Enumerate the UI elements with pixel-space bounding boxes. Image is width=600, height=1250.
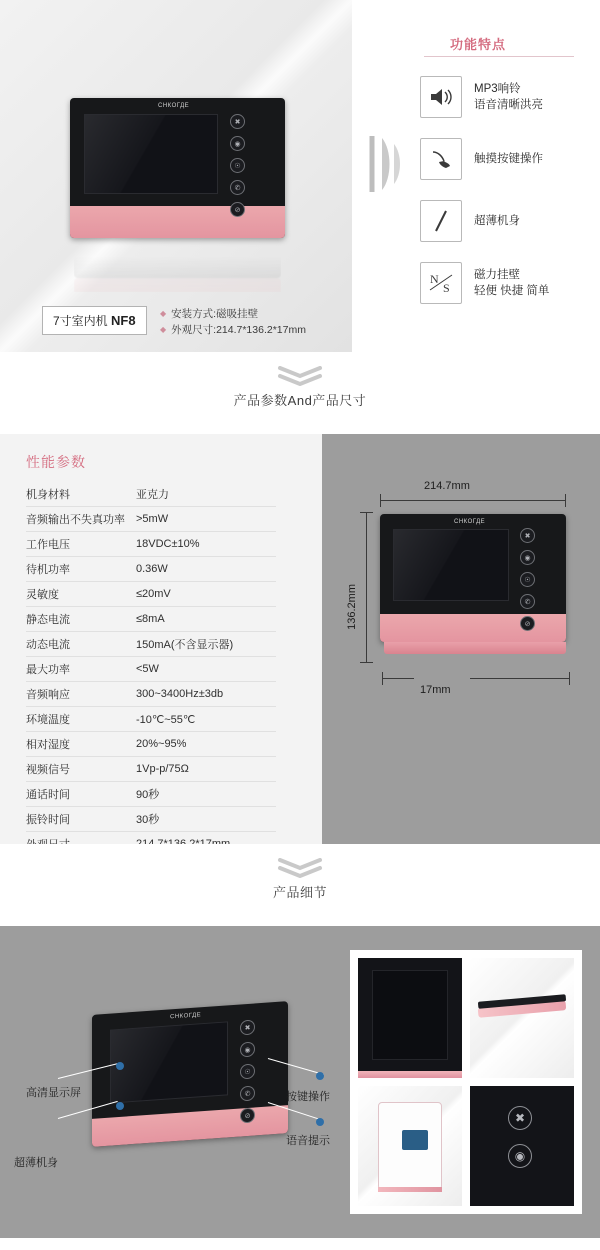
- device-logo: СНКОГДЕ: [170, 1012, 202, 1021]
- device-reflection: [74, 240, 281, 292]
- table-row: [26, 657, 276, 682]
- photo-mute-icon: ✖: [508, 1106, 532, 1130]
- feature-item-magnet: [420, 252, 600, 314]
- spec-heading: 性能参数: [26, 454, 86, 470]
- table-row: [26, 682, 276, 707]
- device-bottom-bezel: [380, 614, 566, 642]
- button-unlock-icon: ☉: [520, 572, 535, 587]
- table-row: [26, 707, 276, 732]
- button-monitor-icon: ◉: [240, 1041, 255, 1057]
- callout-label-voice: 语音提示: [286, 1135, 330, 1147]
- svg-text:N: N: [430, 272, 439, 286]
- table-row: [26, 807, 276, 832]
- photo-monitor-icon: ◉: [508, 1144, 532, 1168]
- chevron-down-icon: [276, 366, 324, 386]
- photo-terminal-block: [402, 1130, 428, 1150]
- feature-title: 功能特点: [450, 37, 507, 52]
- table-row: [26, 632, 276, 657]
- feature-list: [420, 66, 600, 314]
- divider-caption-params: 产品参数And产品尺寸: [233, 393, 367, 408]
- dimension-device: [380, 514, 566, 642]
- device-button-column: [520, 528, 535, 638]
- divider-params: [0, 352, 600, 434]
- spec-key: 动态电流: [26, 632, 130, 657]
- dimension-depth-tick-right: [569, 672, 570, 685]
- feature-title-underline: [424, 56, 574, 57]
- feature-text-magnet: [474, 267, 549, 299]
- button-talk-icon: ✆: [240, 1085, 255, 1101]
- device-logo: СНКОГДЕ: [454, 519, 486, 525]
- feature-text-slim: [474, 213, 520, 229]
- product-device-front: [70, 98, 285, 238]
- button-power-icon: ⊘: [240, 1107, 255, 1123]
- device-screen: [84, 114, 218, 194]
- device-screen: [393, 529, 509, 601]
- spec-key: 视频信号: [26, 757, 130, 782]
- callout-dot-screen: [116, 1062, 124, 1070]
- reflection-bezel: [74, 278, 281, 292]
- spec-value: 150mA(不含显示器): [130, 632, 276, 657]
- feature-item-mp3: [420, 66, 600, 128]
- detail-device: [92, 1001, 288, 1147]
- detail-photo-grid: [350, 950, 582, 1214]
- spec-key: 环境温度: [26, 707, 130, 732]
- feature-line-1: 超薄机身: [474, 215, 520, 227]
- table-row: [26, 582, 276, 607]
- feature-line-2: 轻便 快捷 简单: [474, 285, 550, 297]
- dimension-height-tick-bottom: [360, 662, 373, 663]
- photo-back-pink-edge: [378, 1187, 442, 1192]
- spec-key: 通话时间: [26, 782, 130, 807]
- dimension-panel: [322, 434, 600, 844]
- spec-key: 振铃时间: [26, 807, 130, 832]
- button-mute-icon: ✖: [230, 114, 245, 129]
- spec-value: 亚克力: [130, 482, 276, 507]
- table-row: [26, 557, 276, 582]
- feature-line-1: 磁力挂壁: [474, 269, 520, 281]
- dimension-depth-line-left: [382, 678, 414, 679]
- model-label-box: [42, 306, 147, 335]
- screen-glare: [111, 1022, 227, 1102]
- reflection-body: [74, 240, 281, 278]
- chevron-down-icon: [276, 858, 324, 878]
- spec-section: [0, 434, 600, 844]
- hero-bullet-size: ◆ 外观尺寸:214.7*136.2*17mm: [160, 322, 306, 338]
- button-unlock-icon: ☉: [230, 158, 245, 173]
- spec-value: 90秒: [130, 782, 276, 807]
- screen-glare: [394, 530, 508, 600]
- button-power-icon: ⊘: [230, 202, 245, 217]
- spec-key: 工作电压: [26, 532, 130, 557]
- button-talk-icon: ✆: [520, 594, 535, 609]
- flow-arrow-icon: [368, 132, 408, 196]
- table-row: [26, 507, 276, 532]
- spec-key: 待机功率: [26, 557, 130, 582]
- dimension-depth-tick-left: [382, 672, 383, 685]
- spec-value: <5W: [130, 657, 276, 682]
- dimension-width-tick-left: [380, 494, 381, 507]
- callout-dot-slim: [116, 1102, 124, 1110]
- table-row: [26, 782, 276, 807]
- spec-value: 1Vp-p/75Ω: [130, 757, 276, 782]
- feature-line-1: 触摸按键操作: [474, 153, 543, 165]
- callout-label-screen: 高清显示屏: [26, 1087, 81, 1099]
- feature-text-mp3: [474, 81, 543, 113]
- spec-key: 灵敏度: [26, 582, 130, 607]
- spec-value: 18VDC±10%: [130, 532, 276, 557]
- device-button-column: [230, 114, 245, 224]
- feature-item-touch: [420, 128, 600, 190]
- callout-label-buttons: 按键操作: [286, 1091, 330, 1103]
- detail-photo-screen: [358, 958, 462, 1078]
- hero-bullet-install: ◆ 安装方式:磁吸挂壁: [160, 306, 306, 322]
- screen-glare: [85, 115, 217, 193]
- spec-value: ≤20mV: [130, 582, 276, 607]
- slim-line-icon: [420, 200, 462, 242]
- dimension-height-label: 136.2mm: [346, 584, 358, 630]
- spec-key: 相对湿度: [26, 732, 130, 757]
- callout-label-slim: 超薄机身: [14, 1157, 58, 1169]
- model-code: NF8: [111, 313, 136, 328]
- spec-value: 30秒: [130, 807, 276, 832]
- dimension-height-tick-top: [360, 512, 373, 513]
- table-row: [26, 482, 276, 507]
- svg-text:S: S: [443, 281, 450, 295]
- table-row: [26, 732, 276, 757]
- hero-section: [0, 0, 600, 352]
- divider-details: [0, 844, 600, 926]
- feature-item-slim: [420, 190, 600, 252]
- button-power-icon: ⊘: [520, 616, 535, 631]
- button-mute-icon: ✖: [240, 1019, 255, 1035]
- touch-hand-icon: [420, 138, 462, 180]
- model-label: 7寸室内机: [53, 314, 108, 328]
- spec-key: 静态电流: [26, 607, 130, 632]
- detail-photo-buttons: [470, 1086, 574, 1206]
- feature-text-touch: [474, 151, 543, 167]
- button-talk-icon: ✆: [230, 180, 245, 195]
- table-row: [26, 532, 276, 557]
- spec-key: 最大功率: [26, 657, 130, 682]
- details-section: [0, 926, 600, 1238]
- button-monitor-icon: ◉: [230, 136, 245, 151]
- detail-photo-thickness: [470, 958, 574, 1078]
- dimension-width-label: 214.7mm: [424, 480, 470, 492]
- device-screen: [110, 1021, 228, 1103]
- divider-caption-details: 产品细节: [272, 885, 327, 900]
- spec-value: 0.36W: [130, 557, 276, 582]
- spec-key: 音频响应: [26, 682, 130, 707]
- button-unlock-icon: ☉: [240, 1063, 255, 1079]
- spec-key: 机身材料: [26, 482, 130, 507]
- magnet-ns-icon: [420, 262, 462, 304]
- dimension-depth-label: 17mm: [420, 684, 451, 696]
- spec-value: 300~3400Hz±3db: [130, 682, 276, 707]
- photo-pink-bar: [358, 1071, 462, 1078]
- table-row: [26, 607, 276, 632]
- button-mute-icon: ✖: [520, 528, 535, 543]
- dimension-depth-line-right: [470, 678, 570, 679]
- dimension-height-line: [366, 512, 367, 662]
- dimension-width-line: [380, 500, 565, 501]
- device-button-column: [240, 1019, 255, 1130]
- feature-line-2: 语音清晰洪亮: [474, 99, 543, 111]
- spec-value: -10℃~55℃: [130, 707, 276, 732]
- device-base-shadow: [384, 642, 566, 654]
- dimension-width-tick-right: [565, 494, 566, 507]
- detail-photo-back: [358, 1086, 462, 1206]
- speaker-icon: [420, 76, 462, 118]
- device-bottom-bezel: [70, 206, 285, 238]
- spec-value: 20%~95%: [130, 732, 276, 757]
- spec-value: ≤8mA: [130, 607, 276, 632]
- device-logo: СНКОГДЕ: [158, 103, 190, 109]
- photo-screen-area: [372, 970, 448, 1060]
- spec-table-panel: [0, 434, 322, 844]
- table-row: [26, 757, 276, 782]
- spec-value: >5mW: [130, 507, 276, 532]
- button-monitor-icon: ◉: [520, 550, 535, 565]
- callout-dot-voice: [316, 1118, 324, 1126]
- feature-line-1: MP3响铃: [474, 83, 521, 95]
- callout-dot-buttons: [316, 1072, 324, 1080]
- spec-key: 音频输出不失真功率: [26, 507, 130, 532]
- hero-bullet-list: [160, 306, 306, 338]
